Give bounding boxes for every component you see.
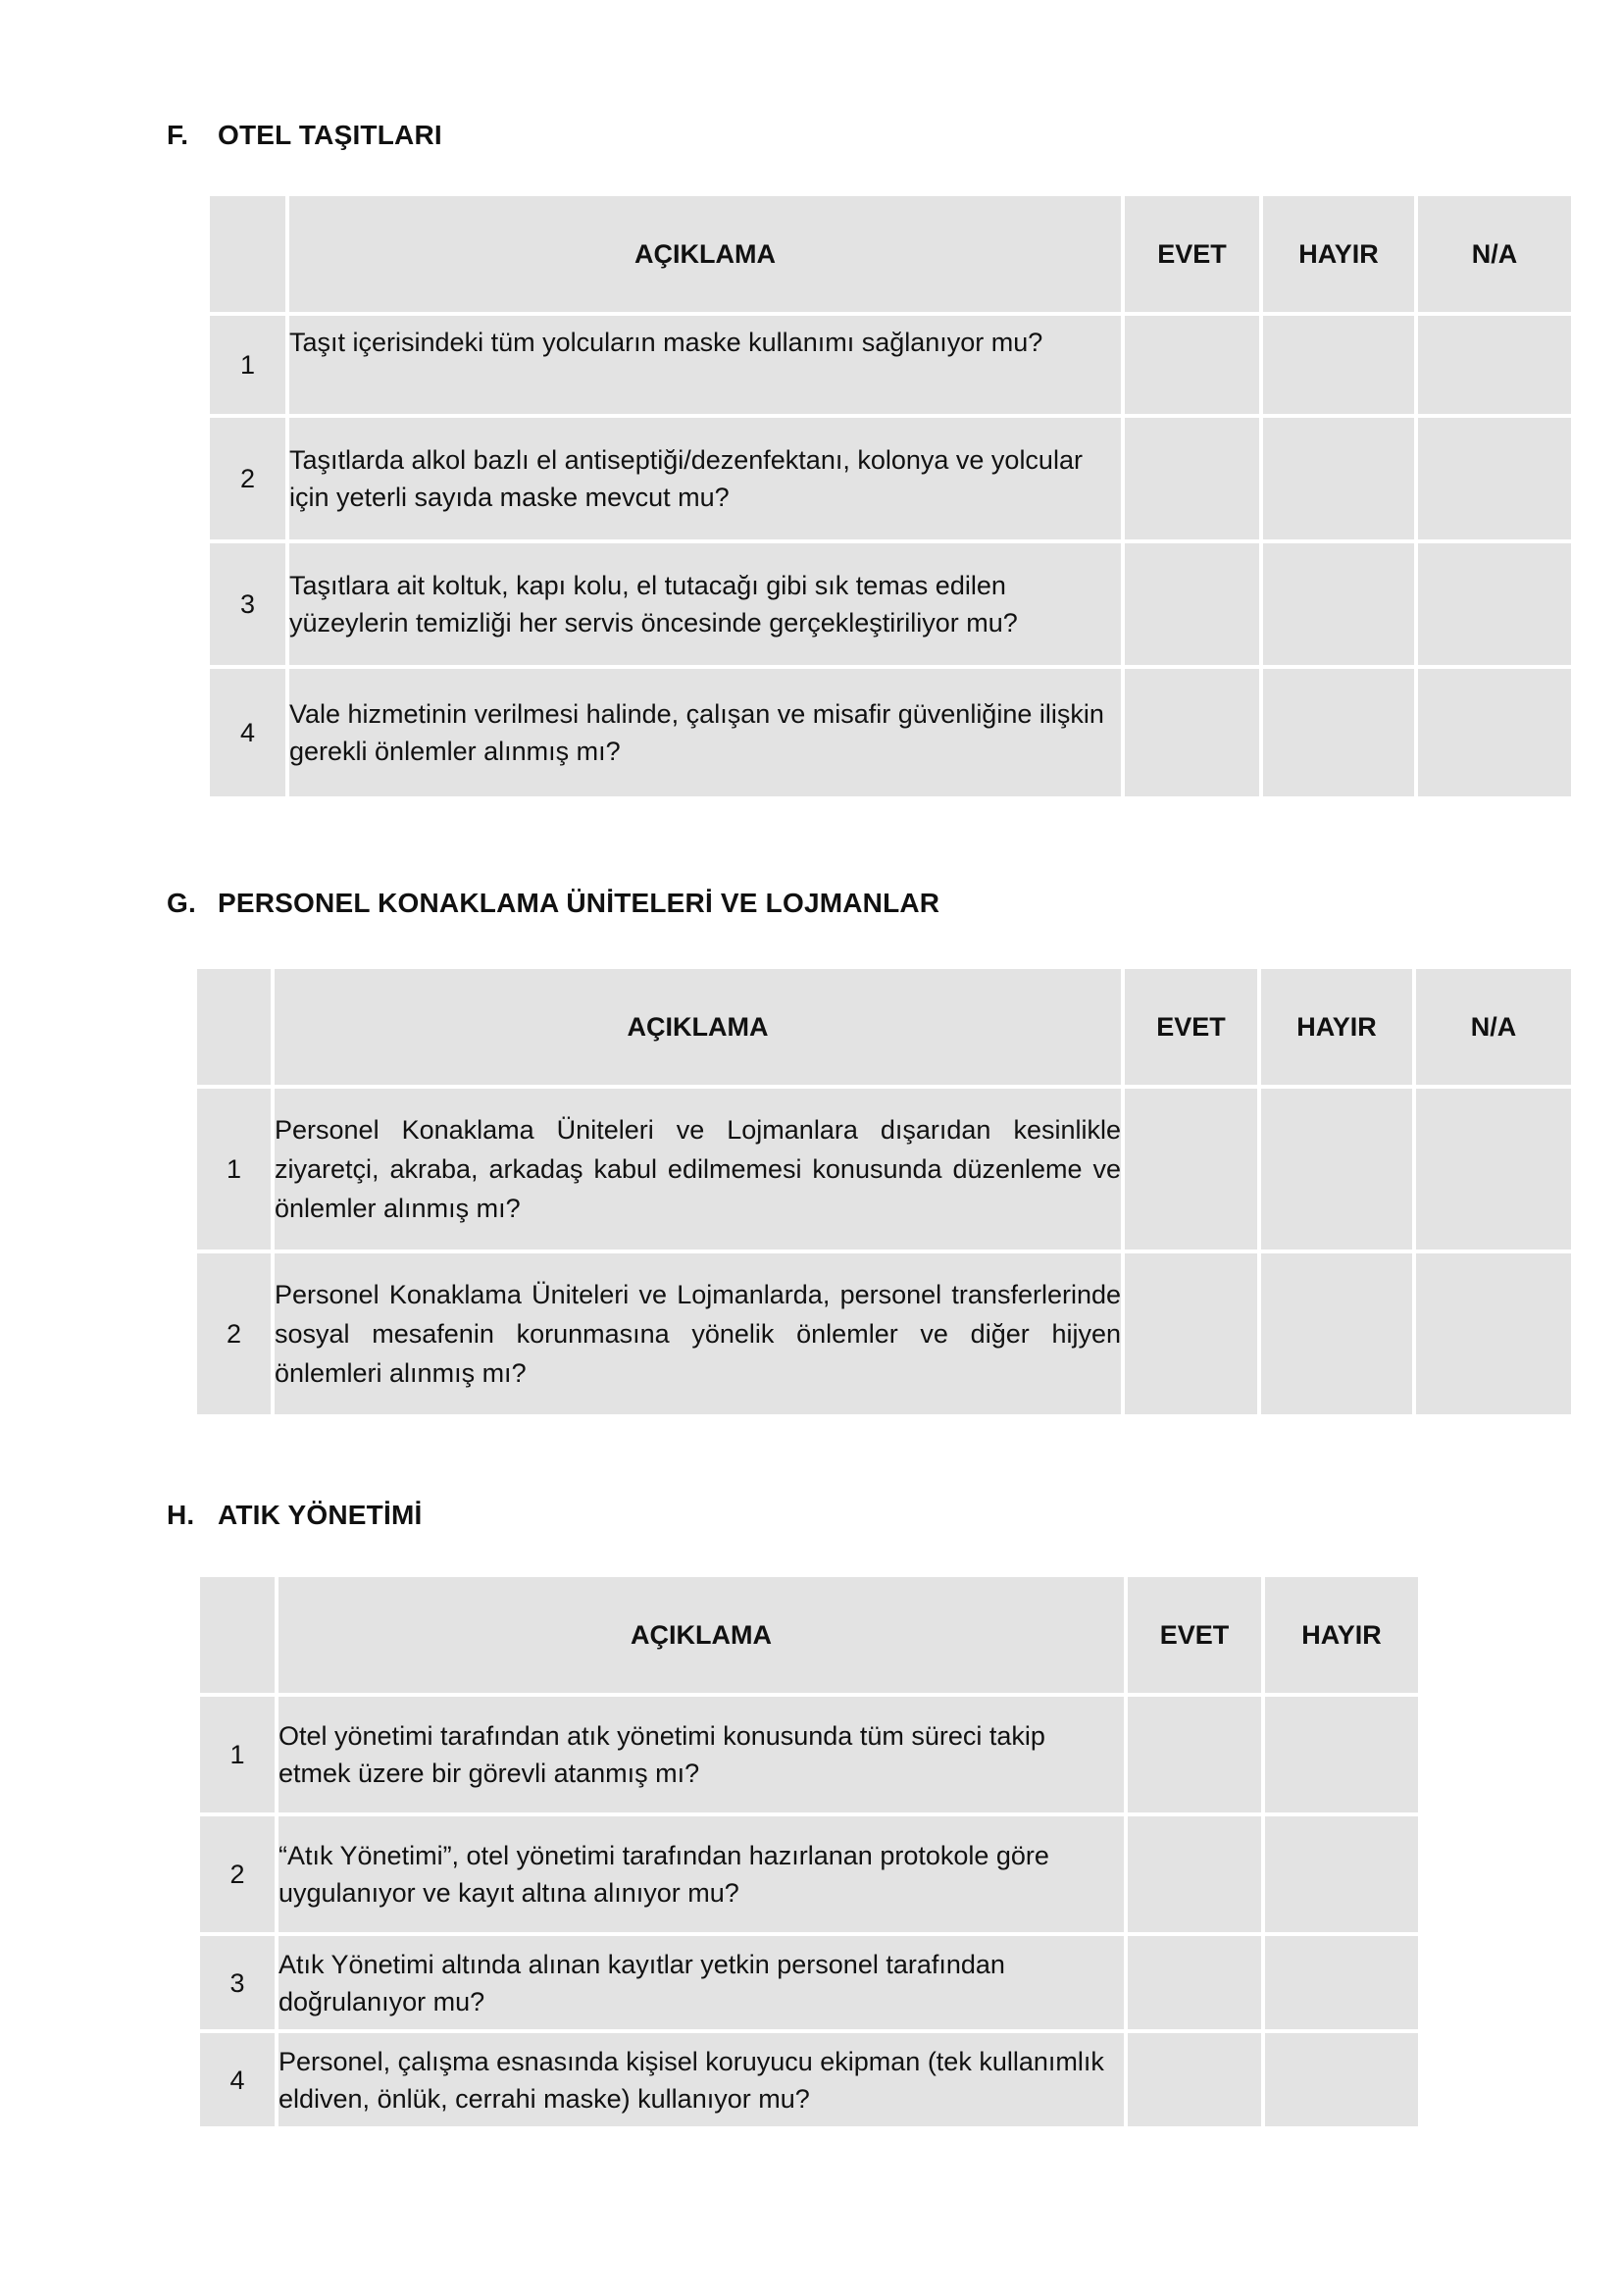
table-row (200, 1697, 1418, 1812)
row-number: 1 (200, 1697, 275, 1812)
answer-evet-cell[interactable] (1128, 1816, 1261, 1932)
table-header-row (197, 969, 1571, 1085)
answer-hayir-cell[interactable] (1265, 1697, 1418, 1812)
section-f-title (167, 120, 442, 151)
section-h-letter: H. (167, 1500, 195, 1530)
answer-na-cell[interactable] (1418, 316, 1571, 414)
answer-hayir-cell[interactable] (1263, 543, 1414, 665)
row-number: 4 (200, 2033, 275, 2126)
header-num-cell (200, 1577, 275, 1693)
answer-evet-cell[interactable] (1125, 316, 1259, 414)
table-row (200, 2033, 1418, 2126)
row-question: “Atık Yönetimi”, otel yönetimi tarafından hazırlanan protokole göre uygulanıyor ve kayıt altına alınıyor mu? (279, 1816, 1124, 1932)
table-row (210, 316, 1571, 414)
row-question: Otel yönetimi tarafından atık yönetimi konusunda tüm süreci takip etmek üzere bir görevli atanmış mı? (279, 1697, 1124, 1812)
answer-na-cell[interactable] (1416, 1089, 1571, 1250)
row-number: 2 (200, 1816, 275, 1932)
header-evet: EVET (1128, 1577, 1261, 1693)
table-atik-yonetimi (196, 1573, 1422, 2130)
row-number: 3 (200, 1936, 275, 2029)
header-num-cell (197, 969, 271, 1085)
answer-evet-cell[interactable] (1125, 1253, 1257, 1414)
table-row (210, 418, 1571, 539)
table-header-row (200, 1577, 1418, 1693)
table-header-row (210, 196, 1571, 312)
answer-hayir-cell[interactable] (1263, 418, 1414, 539)
section-g-heading: PERSONEL KONAKLAMA ÜNİTELERİ VE LOJMANLAR (218, 888, 940, 918)
answer-evet-cell[interactable] (1128, 1936, 1261, 2029)
answer-evet-cell[interactable] (1125, 669, 1259, 796)
answer-hayir-cell[interactable] (1261, 1089, 1412, 1250)
answer-evet-cell[interactable] (1128, 2033, 1261, 2126)
answer-na-cell[interactable] (1418, 418, 1571, 539)
row-question: Personel Konaklama Üniteleri ve Lojmanlara dışarıdan kesinlikle ziyaretçi, akraba, arkadaş kabul edilmemesi konusunda düzenleme ve önlemler alınmış mı? (275, 1089, 1121, 1250)
header-aciklama: AÇIKLAMA (279, 1577, 1124, 1693)
row-number: 1 (210, 316, 285, 414)
answer-evet-cell[interactable] (1125, 543, 1259, 665)
row-number: 1 (197, 1089, 271, 1250)
answer-hayir-cell[interactable] (1265, 2033, 1418, 2126)
section-f-heading: OTEL TAŞITLARI (218, 120, 442, 150)
answer-na-cell[interactable] (1416, 1253, 1571, 1414)
answer-hayir-cell[interactable] (1265, 1936, 1418, 2029)
answer-evet-cell[interactable] (1128, 1697, 1261, 1812)
header-evet: EVET (1125, 969, 1257, 1085)
answer-hayir-cell[interactable] (1261, 1253, 1412, 1414)
header-evet: EVET (1125, 196, 1259, 312)
table-row (200, 1816, 1418, 1932)
section-g-title (167, 888, 939, 919)
section-f-letter: F. (167, 120, 189, 150)
header-aciklama: AÇIKLAMA (289, 196, 1121, 312)
answer-hayir-cell[interactable] (1263, 316, 1414, 414)
table-row (210, 543, 1571, 665)
table-row (210, 669, 1571, 796)
table-row (200, 1936, 1418, 2029)
answer-na-cell[interactable] (1418, 669, 1571, 796)
table-row (197, 1089, 1571, 1250)
answer-evet-cell[interactable] (1125, 418, 1259, 539)
row-question: Taşıtlarda alkol bazlı el antiseptiği/dezenfektanı, kolonya ve yolcular için yeterli sayıda maske mevcut mu? (289, 418, 1121, 539)
section-h-heading: ATIK YÖNETİMİ (218, 1500, 423, 1530)
header-na: N/A (1418, 196, 1571, 312)
header-hayir: HAYIR (1261, 969, 1412, 1085)
answer-hayir-cell[interactable] (1263, 669, 1414, 796)
section-h-title (167, 1500, 422, 1531)
row-number: 3 (210, 543, 285, 665)
table-personel-konaklama (193, 965, 1575, 1418)
header-num-cell (210, 196, 285, 312)
row-question: Taşıtlara ait koltuk, kapı kolu, el tutacağı gibi sık temas edilen yüzeylerin temizliği her servis öncesinde gerçekleştiriliyor mu? (289, 543, 1121, 665)
header-na: N/A (1416, 969, 1571, 1085)
row-question: Taşıt içerisindeki tüm yolcuların maske kullanımı sağlanıyor mu? (289, 316, 1121, 414)
row-number: 4 (210, 669, 285, 796)
table-row (197, 1253, 1571, 1414)
row-number: 2 (197, 1253, 271, 1414)
row-question: Personel, çalışma esnasında kişisel koruyucu ekipman (tek kullanımlık eldiven, önlük, cerrahi maske) kullanıyor mu? (279, 2033, 1124, 2126)
section-g-letter: G. (167, 888, 196, 918)
header-aciklama: AÇIKLAMA (275, 969, 1121, 1085)
row-question: Atık Yönetimi altında alınan kayıtlar yetkin personel tarafından doğrulanıyor mu? (279, 1936, 1124, 2029)
table-otel-tasitlari (206, 192, 1575, 800)
answer-hayir-cell[interactable] (1265, 1816, 1418, 1932)
answer-na-cell[interactable] (1418, 543, 1571, 665)
header-hayir: HAYIR (1265, 1577, 1418, 1693)
header-hayir: HAYIR (1263, 196, 1414, 312)
answer-evet-cell[interactable] (1125, 1089, 1257, 1250)
row-question: Vale hizmetinin verilmesi halinde, çalışan ve misafir güvenliğine ilişkin gerekli önlemler alınmış mı? (289, 669, 1121, 796)
row-number: 2 (210, 418, 285, 539)
row-question: Personel Konaklama Üniteleri ve Lojmanlarda, personel transferlerinde sosyal mesafenin korunmasına yönelik önlemler ve diğer hijyen önlemleri alınmış mı? (275, 1253, 1121, 1414)
